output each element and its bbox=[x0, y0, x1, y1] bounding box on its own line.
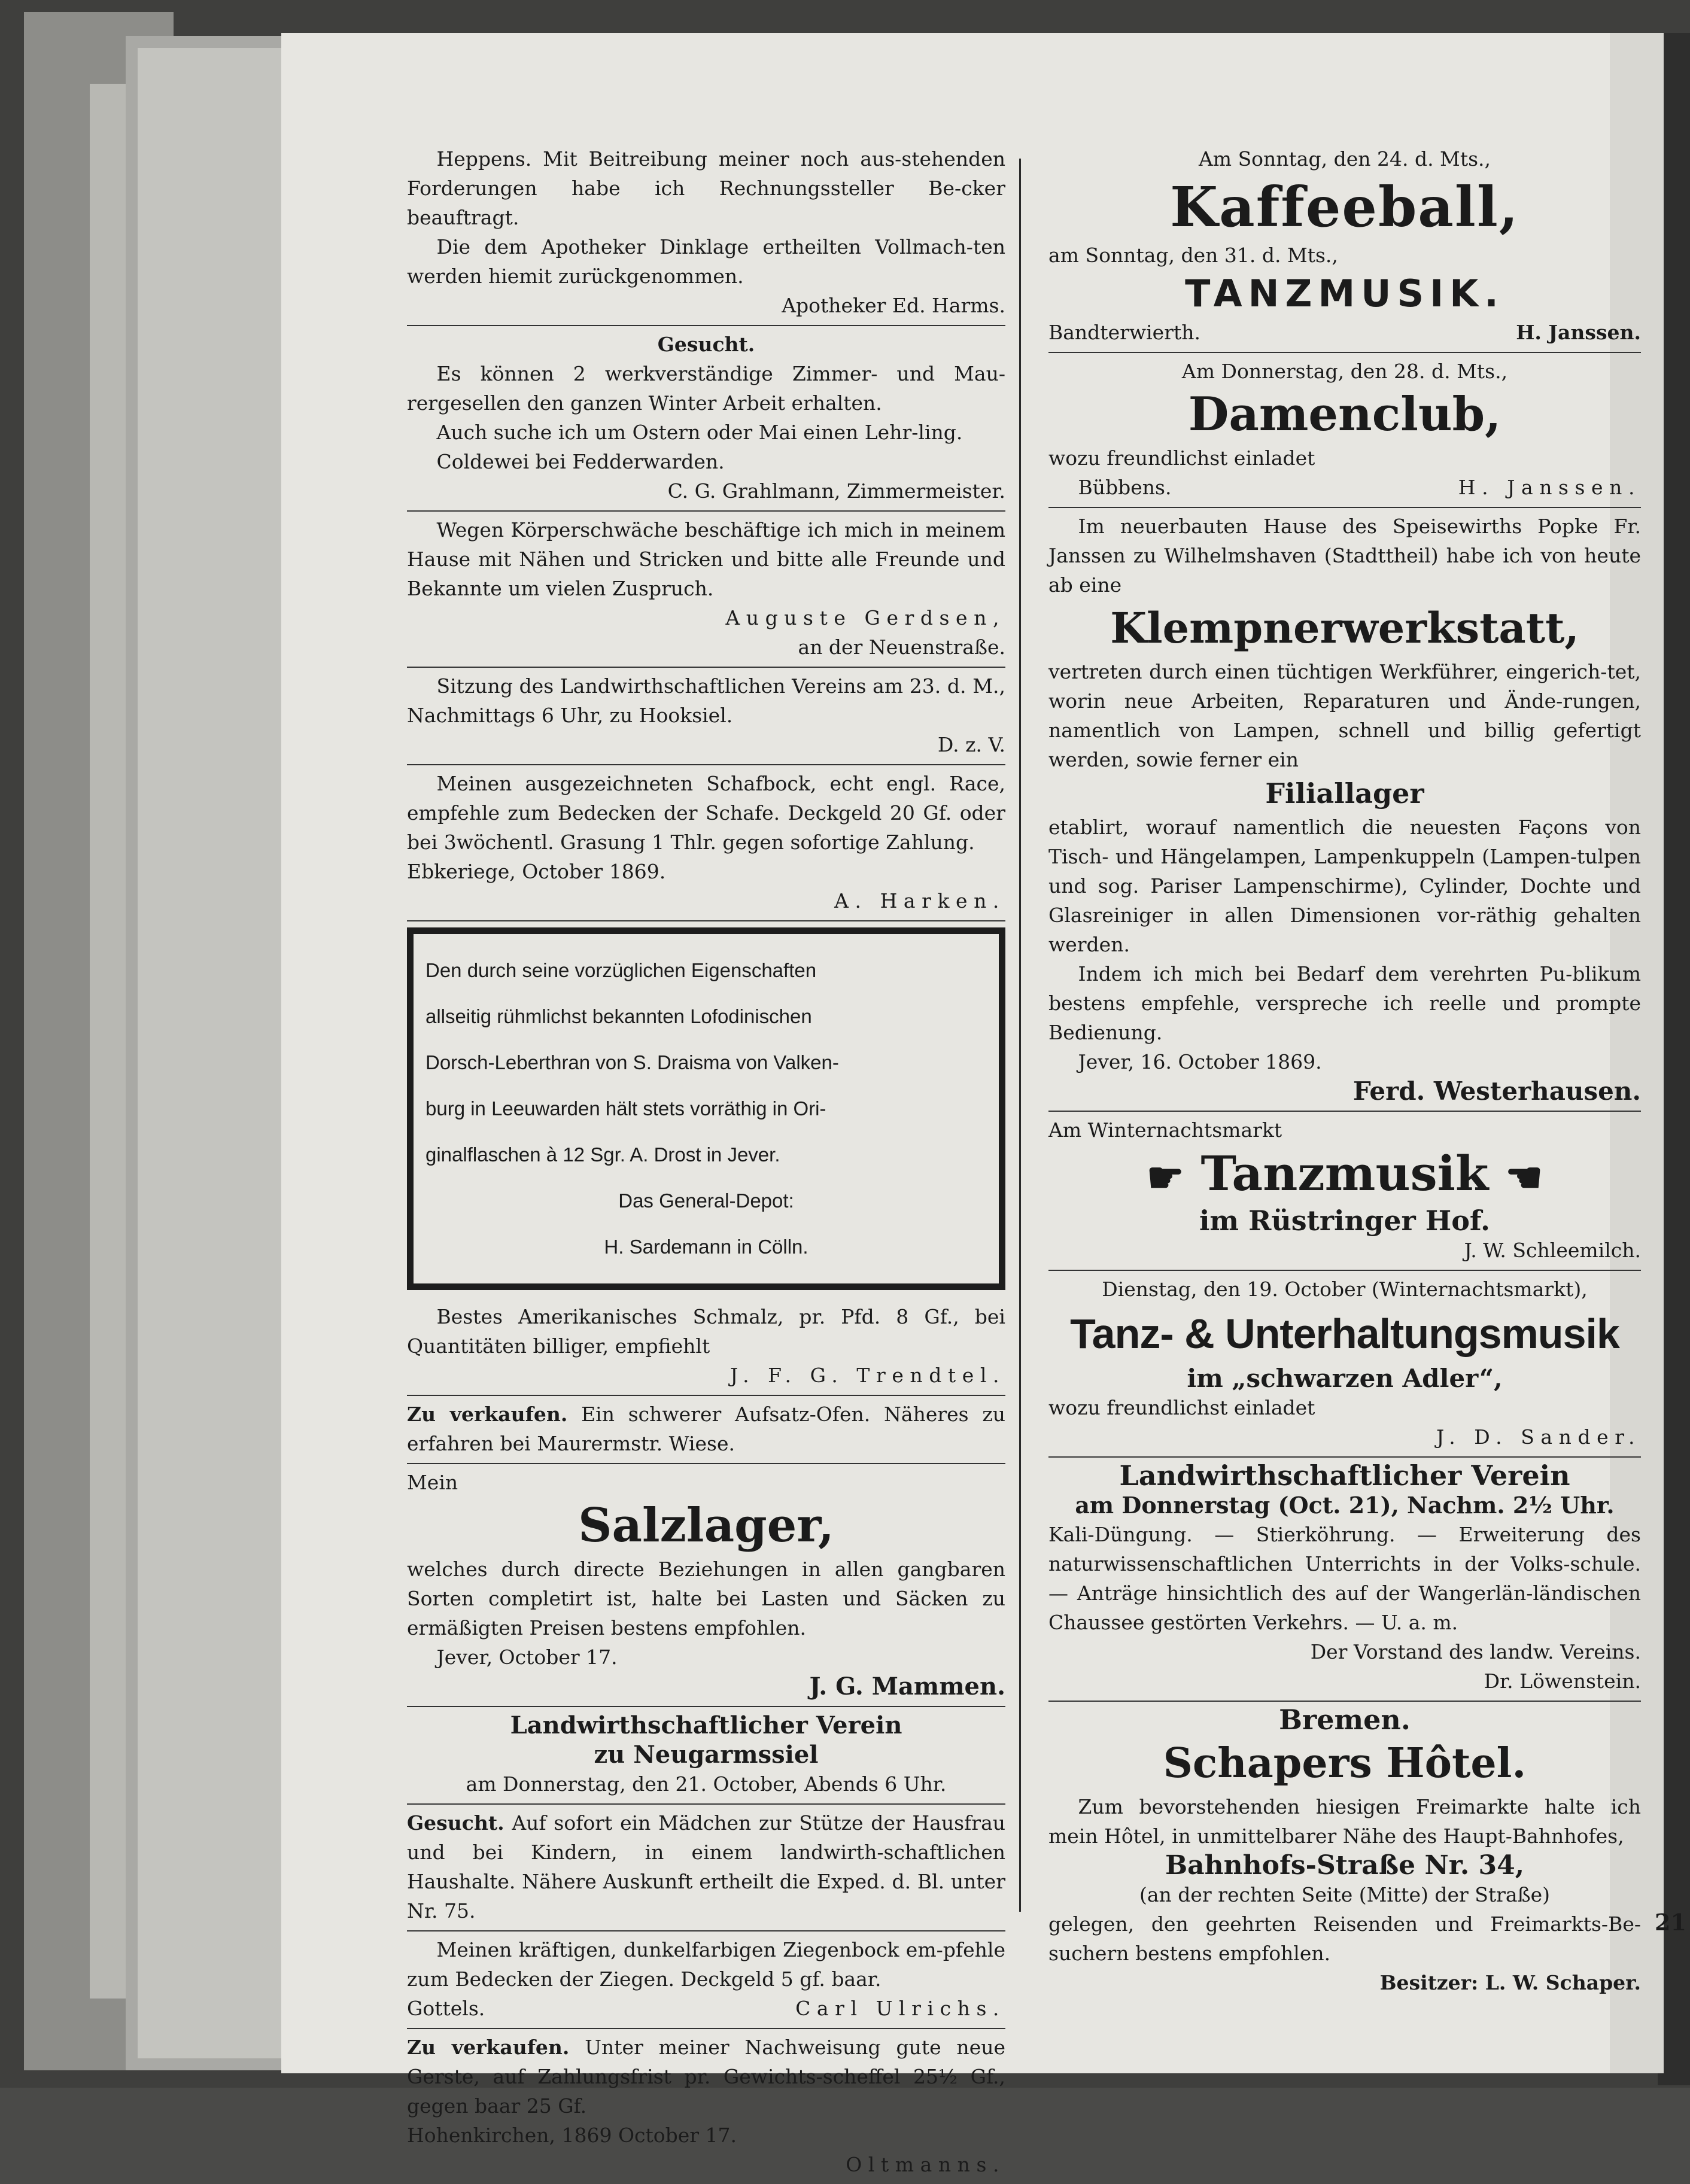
ad-headline: Tanz- & Unterhaltungsmusik bbox=[1070, 1310, 1619, 1358]
ad-gerste bbox=[407, 2029, 1005, 2184]
ad-text: am Donnerstag, den 21. October, Abends 6 Uhr. bbox=[466, 1772, 947, 1796]
ad-line-2: im Rüstringer Hof. bbox=[1199, 1204, 1491, 1237]
ad-headline: Landwirthschaftlicher Verein bbox=[1119, 1459, 1570, 1492]
ad-body: Unter meiner Nachweisung gute neue Gerste, auf Zahlungsfrist pr. Gewichts-scheffel 25½ Gf., gegen baar 25 Gf. bbox=[407, 2036, 1005, 2118]
ad-line: Am Sonntag, den 24. d. Mts., bbox=[1198, 147, 1491, 171]
ad-signature: J. F. G. Trendtel. bbox=[730, 1364, 1005, 1387]
ad-salzlager bbox=[407, 1464, 1005, 1707]
ad-klempnerwerkstatt bbox=[1048, 508, 1641, 1112]
ad-text bbox=[407, 2033, 1005, 2121]
ad-line-3: wozu freundlichst einladet bbox=[1048, 1396, 1315, 1420]
ad-landwirtschaft-sitzung bbox=[407, 668, 1005, 765]
ad-tanzmusik-ruestringer bbox=[1048, 1112, 1641, 1271]
ad-gesucht-maedchen bbox=[407, 1805, 1005, 1931]
ad-text: Sitzung des Landwirthschaftlichen Vereins am 23. d. M., Nachmittags 6 Uhr, zu Hooksiel. bbox=[407, 674, 1005, 727]
ad-signature: D. z. V. bbox=[937, 733, 1005, 756]
ad-schmalz bbox=[407, 1298, 1005, 1396]
ad-text: gelegen, den geehrten Reisenden und Freimarkts-Be-suchern bestens empfohlen. bbox=[1048, 1912, 1641, 1966]
ad-footer bbox=[407, 1994, 1005, 2023]
ad-signature: J. D. Sander. bbox=[1436, 1425, 1641, 1449]
ad-signature: Apotheker Ed. Harms. bbox=[782, 294, 1005, 317]
ad-intro: Mein bbox=[407, 1471, 458, 1494]
box-text: Dorsch-Leberthran von S. Draisma von Valken- bbox=[425, 1051, 839, 1073]
ad-signature: Der Vorstand des landw. Vereins. bbox=[1310, 1640, 1641, 1664]
ad-signature: H. Janssen. bbox=[1458, 476, 1641, 499]
ad-headline: Klempnerwerkstatt, bbox=[1110, 603, 1579, 653]
ad-place: Ebkeriege, October 1869. bbox=[407, 860, 666, 883]
ad-text bbox=[407, 1400, 1005, 1458]
box-text: burg in Leeuwarden hält stets vorräthig in Ori- bbox=[425, 1097, 826, 1120]
ad-line: wozu freundlichst einladet bbox=[1048, 446, 1315, 470]
newspaper-page bbox=[281, 42, 1686, 2176]
ad-headline: Salzlager, bbox=[578, 1498, 834, 1553]
ad-text: Auch suche ich um Ostern oder Mai einen Lehr-ling. bbox=[436, 421, 963, 444]
ad-signature: A. Harken. bbox=[834, 889, 1005, 912]
ad-body: Ein schwerer Aufsatz-Ofen. Näheres zu erfahren bei Maurermstr. Wiese. bbox=[407, 1403, 1005, 1455]
ad-headline: Landwirthschaftlicher Verein bbox=[510, 1711, 902, 1739]
ad-headline-row bbox=[1048, 1145, 1641, 1206]
ad-signature: J. W. Schleemilch. bbox=[1464, 1239, 1641, 1263]
ad-text: Meinen ausgezeichneten Schafbock, echt engl. Race, empfehle zum Bedecken der Schafe. Deckgeld 20 Gf. oder bei 3wöchentl. Grasung 1 Thlr. gegen sofortige Zahlung. bbox=[407, 772, 1005, 854]
ad-line: Am Winternachtsmarkt bbox=[1048, 1118, 1282, 1142]
ad-neugarmssiel bbox=[407, 1707, 1005, 1805]
ad-heading: Zu verkaufen. bbox=[407, 2036, 570, 2059]
ad-headline-2: TANZMUSIK. bbox=[1185, 272, 1504, 315]
box-depot: Das General-Depot: bbox=[618, 1190, 794, 1212]
right-column bbox=[1048, 141, 1641, 2002]
ad-footer bbox=[1048, 473, 1641, 502]
ad-text: Wegen Körperschwäche beschäftige ich mich in meinem Hause mit Nähen und Stricken und bitte alle Freunde und Bekannte um vielen Zuspruch. bbox=[407, 518, 1005, 600]
ad-text: Im neuerbauten Hause des Speisewirths Popke Fr. Janssen zu Wilhelmshaven (Stadttheil) habe ich von heute ab eine bbox=[1048, 515, 1641, 597]
ad-signature: J. G. Mammen. bbox=[809, 1672, 1005, 1701]
ad-line: Am Donnerstag, den 28. d. Mts., bbox=[1181, 360, 1508, 383]
ad-text: Die dem Apotheker Dinklage ertheilten Vollmach-ten werden hiemit zurückgenommen. bbox=[407, 235, 1005, 288]
ad-schapers-hotel bbox=[1048, 1702, 1641, 2002]
box-text: allseitig rühmlichst bekannten Lofodinischen bbox=[425, 1005, 812, 1027]
ad-city: Bremen. bbox=[1279, 1704, 1411, 1736]
ad-headline: Tanzmusik bbox=[1200, 1145, 1489, 1201]
pointing-hand-left-icon: ☚ bbox=[1505, 1152, 1543, 1203]
ad-place: Hohenkirchen, 1869 October 17. bbox=[407, 2124, 737, 2147]
ad-text: Coldewei bei Fedderwarden. bbox=[436, 450, 725, 473]
ad-kaffeeball bbox=[1048, 141, 1641, 353]
ad-ziegenbock bbox=[407, 1931, 1005, 2029]
ad-text: etablirt, worauf namentlich die neuesten Façons von Tisch- und Hängelampen, Lampenkuppeln (Lampen-tulpen und sog. Pariser Lampenschirme), Cylinder, Dochte und Glasreiniger in allen Dimensionen vor-räthig gehalten werden. bbox=[1048, 816, 1641, 956]
ad-text: Heppens. Mit Beitreibung meiner noch aus-stehenden Forderungen habe ich Rechnungssteller Be-cker beauftragt. bbox=[407, 147, 1005, 229]
ad-signature: H. Janssen. bbox=[1516, 321, 1641, 344]
ad-place: Bandterwierth. bbox=[1048, 321, 1200, 344]
ad-signature: Carl Ulrichs. bbox=[795, 1997, 1005, 2020]
ad-leberthran-box bbox=[407, 927, 1005, 1290]
ad-signature: Oltmanns. bbox=[846, 2153, 1005, 2176]
ad-place: Bübbens. bbox=[1078, 476, 1172, 499]
ad-address-note: (an der rechten Seite (Mitte) der Straße) bbox=[1139, 1883, 1551, 1907]
ad-damenclub bbox=[1048, 353, 1641, 508]
ad-schafbock bbox=[407, 765, 1005, 921]
ad-line: am Sonntag, den 31. d. Mts., bbox=[1048, 244, 1338, 267]
ad-gerdsen bbox=[407, 512, 1005, 668]
left-column bbox=[407, 141, 1005, 2184]
ad-line-2: im „schwarzen Adler“, bbox=[1187, 1364, 1503, 1394]
box-text: Den durch seine vorzüglichen Eigenschaften bbox=[425, 959, 817, 981]
ad-body: Auf sofort ein Mädchen zur Stütze der Hausfrau und bei Kindern, in einem landwirth-schaftlichen Haushalte. Nähere Auskunft ertheilt die Exped. d. Bl. unter Nr. 75. bbox=[407, 1811, 1005, 1923]
ad-line: am Donnerstag (Oct. 21), Nachm. 2½ Uhr. bbox=[1075, 1492, 1615, 1519]
ad-text bbox=[407, 1808, 1005, 1926]
box-text: ginalflaschen à 12 Sgr. A. Drost in Jever. bbox=[425, 1143, 780, 1166]
ad-text: Bestes Amerikanisches Schmalz, pr. Pfd. 8 Gf., bei Quantitäten billiger, empfiehlt bbox=[407, 1305, 1005, 1358]
ad-gesucht-grahlmann bbox=[407, 326, 1005, 512]
ad-ofen bbox=[407, 1396, 1005, 1464]
ad-headline: Schapers Hôtel. bbox=[1163, 1739, 1527, 1788]
ad-place: Jever, 16. October 1869. bbox=[1078, 1050, 1322, 1073]
pointing-hand-right-icon: ☛ bbox=[1146, 1152, 1184, 1203]
ad-heading: Zu verkaufen. bbox=[407, 1403, 568, 1426]
ad-headline-2: Filiallager bbox=[1265, 777, 1424, 810]
ad-place: Gottels. bbox=[407, 1997, 485, 2020]
ad-text: Meinen kräftigen, dunkelfarbigen Ziegenbock em-pfehle zum Bedecken der Ziegen. Deckgeld 5 gf. baar. bbox=[407, 1938, 1005, 1991]
ad-landwirtschaft-verein bbox=[1048, 1458, 1641, 1702]
ad-headline-2: zu Neugarmssiel bbox=[594, 1741, 819, 1769]
ad-text: welches durch directe Beziehungen in allen gangbaren Sorten completirt ist, halte bei Lasten und Säcken zu ermäßigten Preisen bestens empfohlen. bbox=[407, 1558, 1005, 1639]
column-divider bbox=[1019, 159, 1021, 1912]
ad-signature-2: Dr. Löwenstein. bbox=[1484, 1669, 1641, 1693]
ad-harms bbox=[407, 141, 1005, 326]
ad-text: Es können 2 werkverständige Zimmer- und Mau-rergesellen den ganzen Winter Arbeit erhalten. bbox=[407, 362, 1005, 415]
page-number: 21 bbox=[1655, 1909, 1686, 1936]
ad-text: Zum bevorstehenden hiesigen Freimarkte halte ich mein Hôtel, in unmittelbarer Nähe des Haupt-Bahnhofes, bbox=[1048, 1795, 1641, 1848]
ad-text: Kali-Düngung. — Stierköhrung. — Erweiterung des naturwissenschaftlichen Unterrichts in der Volks-schule. — Anträge hinsichtlich des auf der Wangerlän-ländischen Chaussee gestörten Verkehrs. — U. a. m. bbox=[1048, 1523, 1641, 1635]
ad-signature-address: an der Neuenstraße. bbox=[798, 635, 1005, 659]
ad-headline: Damenclub, bbox=[1188, 387, 1501, 442]
ad-line: Dienstag, den 19. October (Winternachtsmarkt), bbox=[1102, 1277, 1588, 1301]
ad-schwarzer-adler bbox=[1048, 1271, 1641, 1458]
ad-heading: Gesucht. bbox=[407, 1811, 504, 1835]
ad-place: Jever, October 17. bbox=[436, 1645, 618, 1669]
ad-signature: Ferd. Westerhausen. bbox=[1352, 1076, 1641, 1106]
box-depot-name: H. Sardemann in Cölln. bbox=[604, 1236, 808, 1258]
ad-text: vertreten durch einen tüchtigen Werkführer, eingerich-tet, worin neue Arbeiten, Reparaturen und Ände-rungen, namentlich von Lampen, schnell und billig gefertigt werden, sowie ferner ein bbox=[1048, 660, 1641, 771]
ad-headline: Kaffeeball, bbox=[1170, 175, 1519, 239]
ad-signature: Besitzer: L. W. Schaper. bbox=[1379, 1971, 1641, 1995]
ad-footer bbox=[1048, 318, 1641, 347]
ad-text: Indem ich mich bei Bedarf dem verehrten Pu-blikum bestens empfehle, verspreche ich reelle und prompte Bedienung. bbox=[1048, 962, 1641, 1044]
ad-signature: Auguste Gerdsen, bbox=[725, 606, 1005, 629]
ad-signature: C. G. Grahlmann, Zimmermeister. bbox=[667, 479, 1005, 503]
ad-heading: Gesucht. bbox=[657, 333, 755, 356]
ad-address: Bahnhofs-Straße Nr. 34, bbox=[1165, 1850, 1525, 1881]
